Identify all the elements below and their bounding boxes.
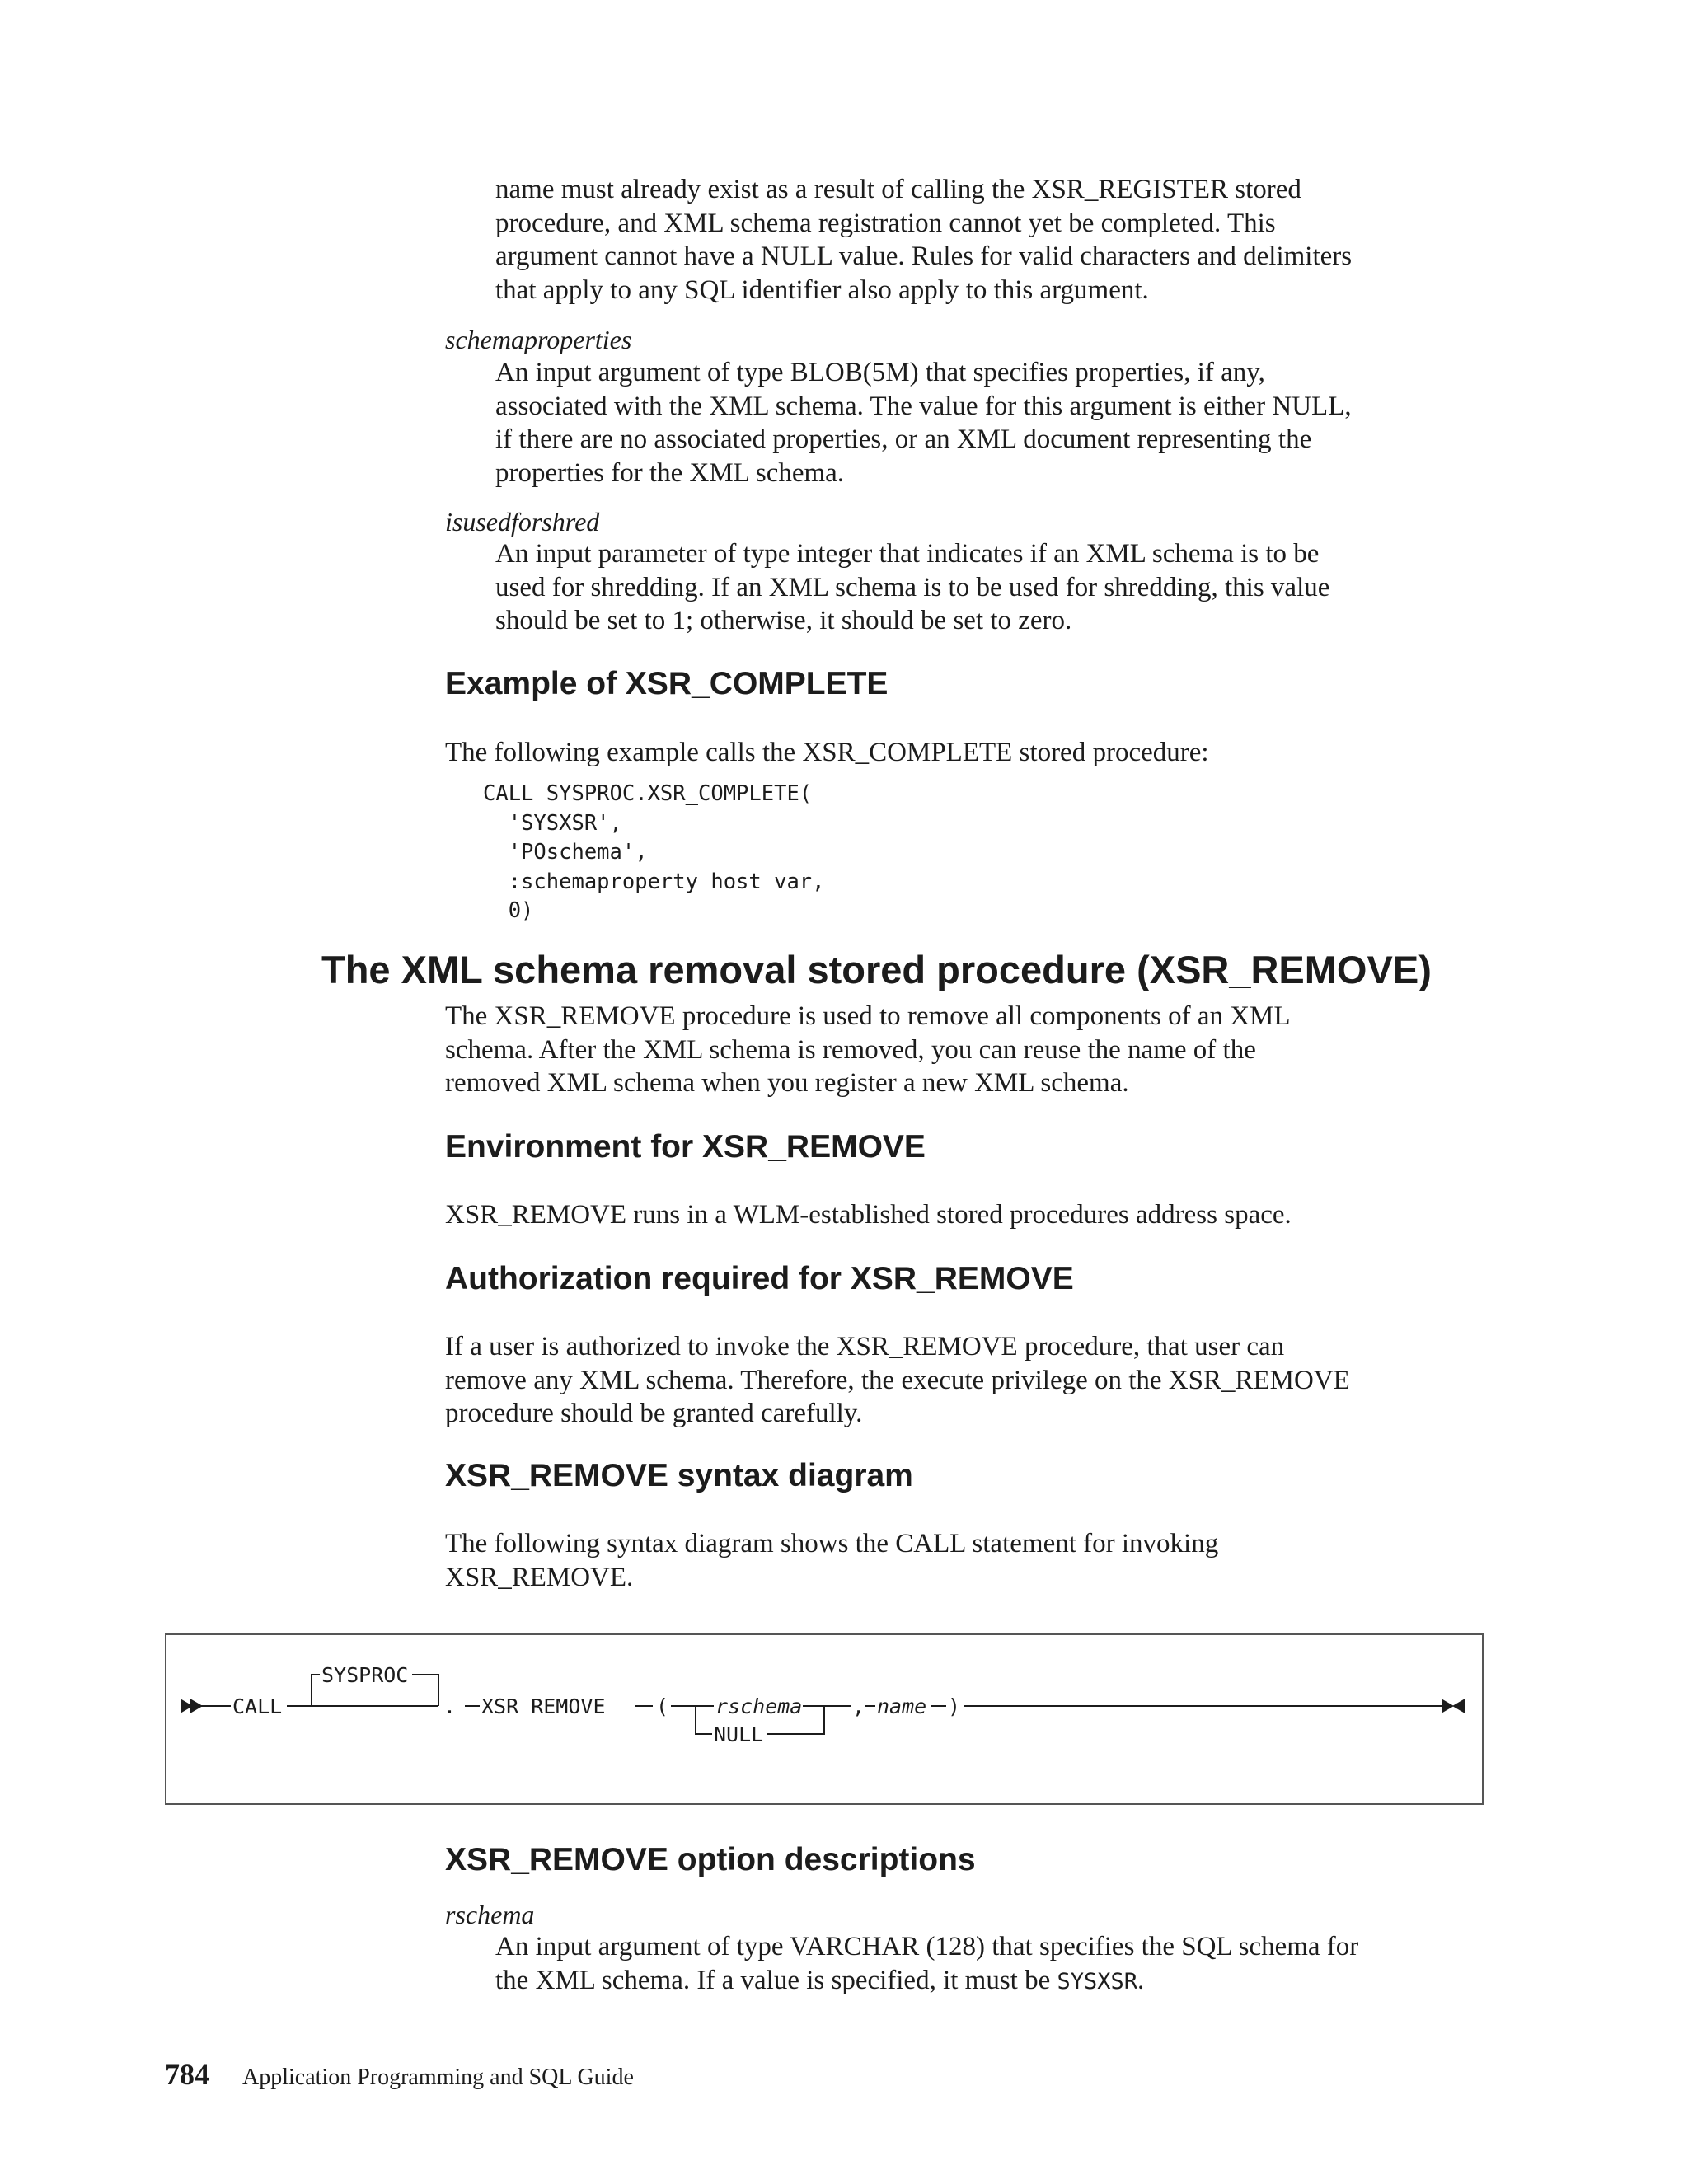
term-schemaproperties: schemaproperties xyxy=(445,325,632,354)
diagram-comma: , xyxy=(852,1694,865,1718)
description-text: the XML schema. If a value is specified, it must be xyxy=(495,1965,1057,1995)
description-line: if there are no associated properties, or an XML document representing the xyxy=(495,424,1312,454)
diagram-name: name xyxy=(877,1694,927,1718)
description-text: . xyxy=(1137,1965,1145,1995)
environment-text: XSR_REMOVE runs in a WLM-established stored procedures address space. xyxy=(445,1200,1292,1230)
code-line: CALL SYSPROC.XSR_COMPLETE( xyxy=(483,781,813,806)
description-line: An input argument of type BLOB(5M) that specifies properties, if any, xyxy=(495,358,1265,387)
diagram-start-arrow xyxy=(181,1700,191,1712)
description-line: should be set to 1; otherwise, it should be set to zero. xyxy=(495,606,1072,635)
code-line: 'POschema', xyxy=(483,840,648,865)
syntax-line: XSR_REMOVE. xyxy=(445,1562,634,1592)
description-line: used for shredding. If an XML schema is to be used for shredding, this value xyxy=(495,572,1330,602)
isusedforshred-description xyxy=(495,537,1329,638)
term-rschema: rschema xyxy=(445,1900,535,1929)
syntax-diagram xyxy=(166,1635,1482,1803)
code-line: 'SYSXSR', xyxy=(483,810,622,836)
section-intro xyxy=(445,1000,1291,1100)
syntax-intro xyxy=(445,1527,1218,1594)
diagram-dot: . xyxy=(443,1694,457,1718)
diagram-close-paren: ) xyxy=(948,1694,961,1718)
example-code-block xyxy=(483,780,825,926)
options-heading: XSR_REMOVE option descriptions xyxy=(445,1842,976,1877)
intro-line: argument cannot have a NULL value. Rules for valid characters and delimiters xyxy=(495,241,1353,271)
syntax-line: The following syntax diagram shows the CALL statement for invoking xyxy=(445,1529,1219,1558)
diagram-sysproc: SYSPROC xyxy=(321,1663,409,1687)
description-line: An input parameter of type integer that indicates if an XML schema is to be xyxy=(495,539,1320,569)
term-isusedforshred: isusedforshred xyxy=(445,507,600,537)
diagram-end-arrow xyxy=(1454,1700,1464,1712)
diagram-procedure-name: XSR_REMOVE xyxy=(481,1694,606,1718)
code-line: 0) xyxy=(483,898,534,923)
book-title: Application Programming and SQL Guide xyxy=(242,2064,634,2090)
example-text: The following example calls the XSR_COMPLETE stored procedure: xyxy=(445,738,1209,767)
description-line xyxy=(495,1964,1358,1999)
section-line: The XSR_REMOVE procedure is used to remove all components of an XML xyxy=(445,1001,1291,1031)
code-line: :schemaproperty_host_var, xyxy=(483,869,825,894)
description-line: An input argument of type VARCHAR (128) that specifies the SQL schema for xyxy=(495,1932,1359,1961)
syntax-diagram-frame xyxy=(165,1633,1484,1805)
diagram-null: NULL xyxy=(714,1722,764,1746)
diagram-call: CALL xyxy=(232,1694,283,1718)
syntax-heading: XSR_REMOVE syntax diagram xyxy=(445,1458,913,1493)
intro-paragraph xyxy=(495,173,1352,307)
diagram-rschema: rschema xyxy=(715,1694,803,1718)
diagram-end-arrow xyxy=(1442,1700,1452,1712)
intro-line: name must already exist as a result of calling the XSR_REGISTER stored xyxy=(495,175,1301,204)
intro-line: procedure, and XML schema registration cannot yet be completed. This xyxy=(495,208,1276,238)
section-line: schema. After the XML schema is removed, you can reuse the name of the xyxy=(445,1034,1256,1065)
authorization-line: remove any XML schema. Therefore, the execute privilege on the XSR_REMOVE xyxy=(445,1365,1350,1395)
page-footer xyxy=(165,2057,634,2092)
authorization-line: If a user is authorized to invoke the XSR_REMOVE procedure, that user can xyxy=(445,1332,1285,1361)
diagram-open-paren: ( xyxy=(656,1694,669,1718)
description-line: associated with the XML schema. The value for this argument is either NULL, xyxy=(495,391,1352,421)
authorization-paragraph xyxy=(445,1330,1350,1431)
environment-heading: Environment for XSR_REMOVE xyxy=(445,1129,926,1165)
intro-line: that apply to any SQL identifier also apply to this argument. xyxy=(495,274,1149,305)
rschema-description xyxy=(495,1930,1358,1999)
description-line: properties for the XML schema. xyxy=(495,457,845,488)
authorization-line: procedure should be granted carefully. xyxy=(445,1399,863,1428)
section-line: removed XML schema when you register a new XML schema. xyxy=(445,1068,1129,1098)
description-code: SYSXSR xyxy=(1057,1968,1138,1994)
example-heading: Example of XSR_COMPLETE xyxy=(445,666,889,701)
section-title: The XML schema removal stored procedure (XSR_REMOVE) xyxy=(321,948,1432,991)
diagram-start-arrow xyxy=(191,1700,201,1712)
page-number: 784 xyxy=(165,2058,209,2091)
schemaproperties-description xyxy=(495,356,1352,490)
authorization-heading: Authorization required for XSR_REMOVE xyxy=(445,1261,1074,1296)
